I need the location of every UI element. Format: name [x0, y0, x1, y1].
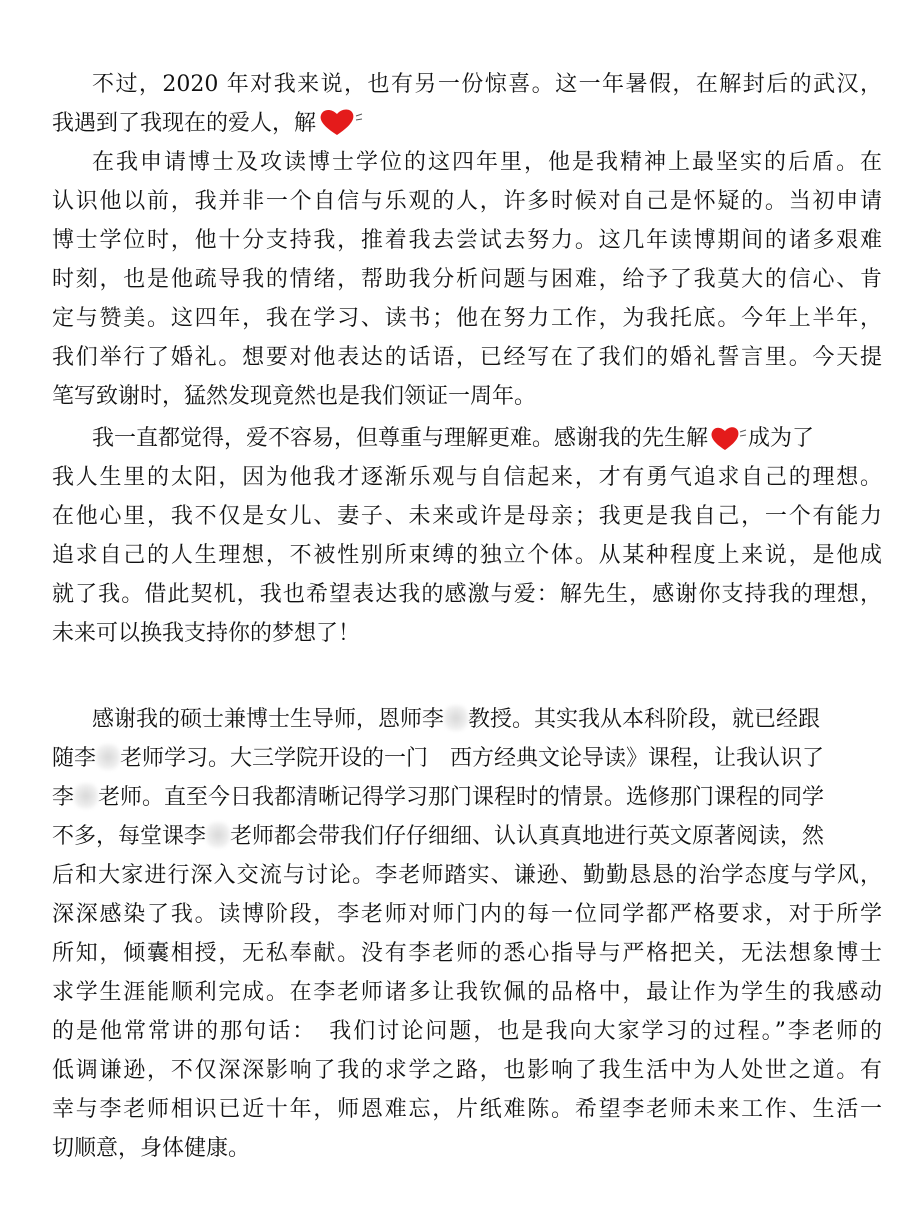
para1-line2 [52, 106, 882, 142]
para4-line12: 切顺意，身体健康。 [52, 1136, 251, 1161]
para3-line3: 在他心里，我不仅是女儿、妻子、未来或许是母亲；我更是我自己，一个有能力 [52, 504, 882, 529]
para2-line5: 定与赞美。这四年，我在学习、读书；他在努力工作，为我托底。今年上半年， [52, 306, 882, 331]
para4-line2 [52, 741, 882, 777]
blurred-name-redaction [96, 744, 120, 770]
para4-line1-text-a: 感谢我的硕士兼博士生导师，恩师李 [92, 707, 445, 732]
para4-line11: 幸与李老师相识已近十年，师恩难忘，片纸难陈。希望李老师未来工作、生活一 [52, 1097, 882, 1122]
para3-line2: 我人生里的太阳，因为他我才逐渐乐观与自信起来，才有勇气追求自己的理想。 [52, 465, 882, 490]
para4-line10: 低调谦逊，不仅深深影响了我的求学之路，也影响了我生活中为人处世之道。有 [52, 1058, 882, 1083]
para2-line4: 时刻，也是他疏导我的情绪，帮助我分析问题与困难，给予了我莫大的信心、肯 [52, 267, 882, 292]
blurred-name-redaction [444, 705, 468, 731]
para4-line4-text-b: 老师都会带我们仔仔细细、认认真真地进行英文原著阅读，然 [230, 824, 825, 849]
para3-line1-text-a: 我一直都觉得，爱不容易，但尊重与理解更难。感谢我的先生解 [92, 426, 709, 451]
para4-line5: 后和大家进行深入交流与讨论。李老师踏实、谦逊、勤勤恳恳的治学态度与学风， [52, 863, 882, 888]
blurred-name-redaction [206, 822, 230, 848]
para4-line3-text-a: 李 [52, 785, 75, 810]
para4-line3 [52, 780, 882, 816]
heart-redaction-icon [710, 424, 748, 452]
para4-line9: 的是他常常讲的那句话： 我们讨论问题，也是我向大家学习的过程。”李老师的 [52, 1019, 882, 1044]
para4-line1 [92, 702, 882, 738]
para2-line1: 在我申请博士及攻读博士学位的这四年里，他是我精神上最坚实的后盾。在 [92, 150, 882, 175]
para3-line1 [92, 421, 882, 457]
para2-line3: 博士学位时，他十分支持我，推着我去尝试去努力。这几年读博期间的诸多艰难 [52, 228, 882, 253]
para2-line2: 认识他以前，我并非一个自信与乐观的人，许多时候对自己是怀疑的。当初申请 [52, 189, 882, 214]
para1-line2-text: 我遇到了我现在的爱人，解 [52, 111, 317, 136]
para3-line6: 未来可以换我支持你的梦想了！ [52, 621, 361, 646]
para4-line6: 深深感染了我。读博阶段，李老师对师门内的每一位同学都严格要求，对于所学 [52, 902, 882, 927]
para4-line8: 求学生涯能顺利完成。在李老师诸多让我钦佩的品格中，最让作为学生的我感动 [52, 980, 882, 1005]
blurred-name-redaction [74, 783, 98, 809]
para4-line2-text-b: 老师学习。大三学院开设的一门 西方经典文论导读》课程，让我认识了 [120, 746, 825, 771]
para4-line4 [52, 819, 882, 855]
para4-line3-text-b: 老师。直至今日我都清晰记得学习那门课程时的情景。选修那门课程的同学 [98, 785, 825, 810]
para1-line1: 不过，2020 年对我来说，也有另一份惊喜。这一年暑假，在解封后的武汉， [92, 72, 882, 97]
para3-line4: 追求自己的人生理想，不被性别所束缚的独立个体。从某种程度上来说，是他成 [52, 543, 882, 568]
para4-line1-text-b: 教授。其实我从本科阶段，就已经跟 [468, 707, 821, 732]
para4-line2-text-a: 随李 [52, 746, 97, 771]
para4-line4-text-a: 不多，每堂课李 [52, 824, 207, 849]
heart-redaction-icon [318, 107, 364, 137]
para4-line7: 所知，倾囊相授，无私奉献。没有李老师的悉心指导与严格把关，无法想象博士 [52, 941, 882, 966]
para3-line5: 就了我。借此契机，我也希望表达我的感激与爱：解先生，感谢你支持我的理想， [52, 582, 882, 607]
para2-line7: 笔写致谢时，猛然发现竟然也是我们领证一周年。 [52, 384, 537, 409]
para2-line6: 我们举行了婚礼。想要对他表达的话语，已经写在了我们的婚礼誓言里。今天提 [52, 345, 882, 370]
para3-line1-text-b: 成为了 [748, 426, 815, 451]
